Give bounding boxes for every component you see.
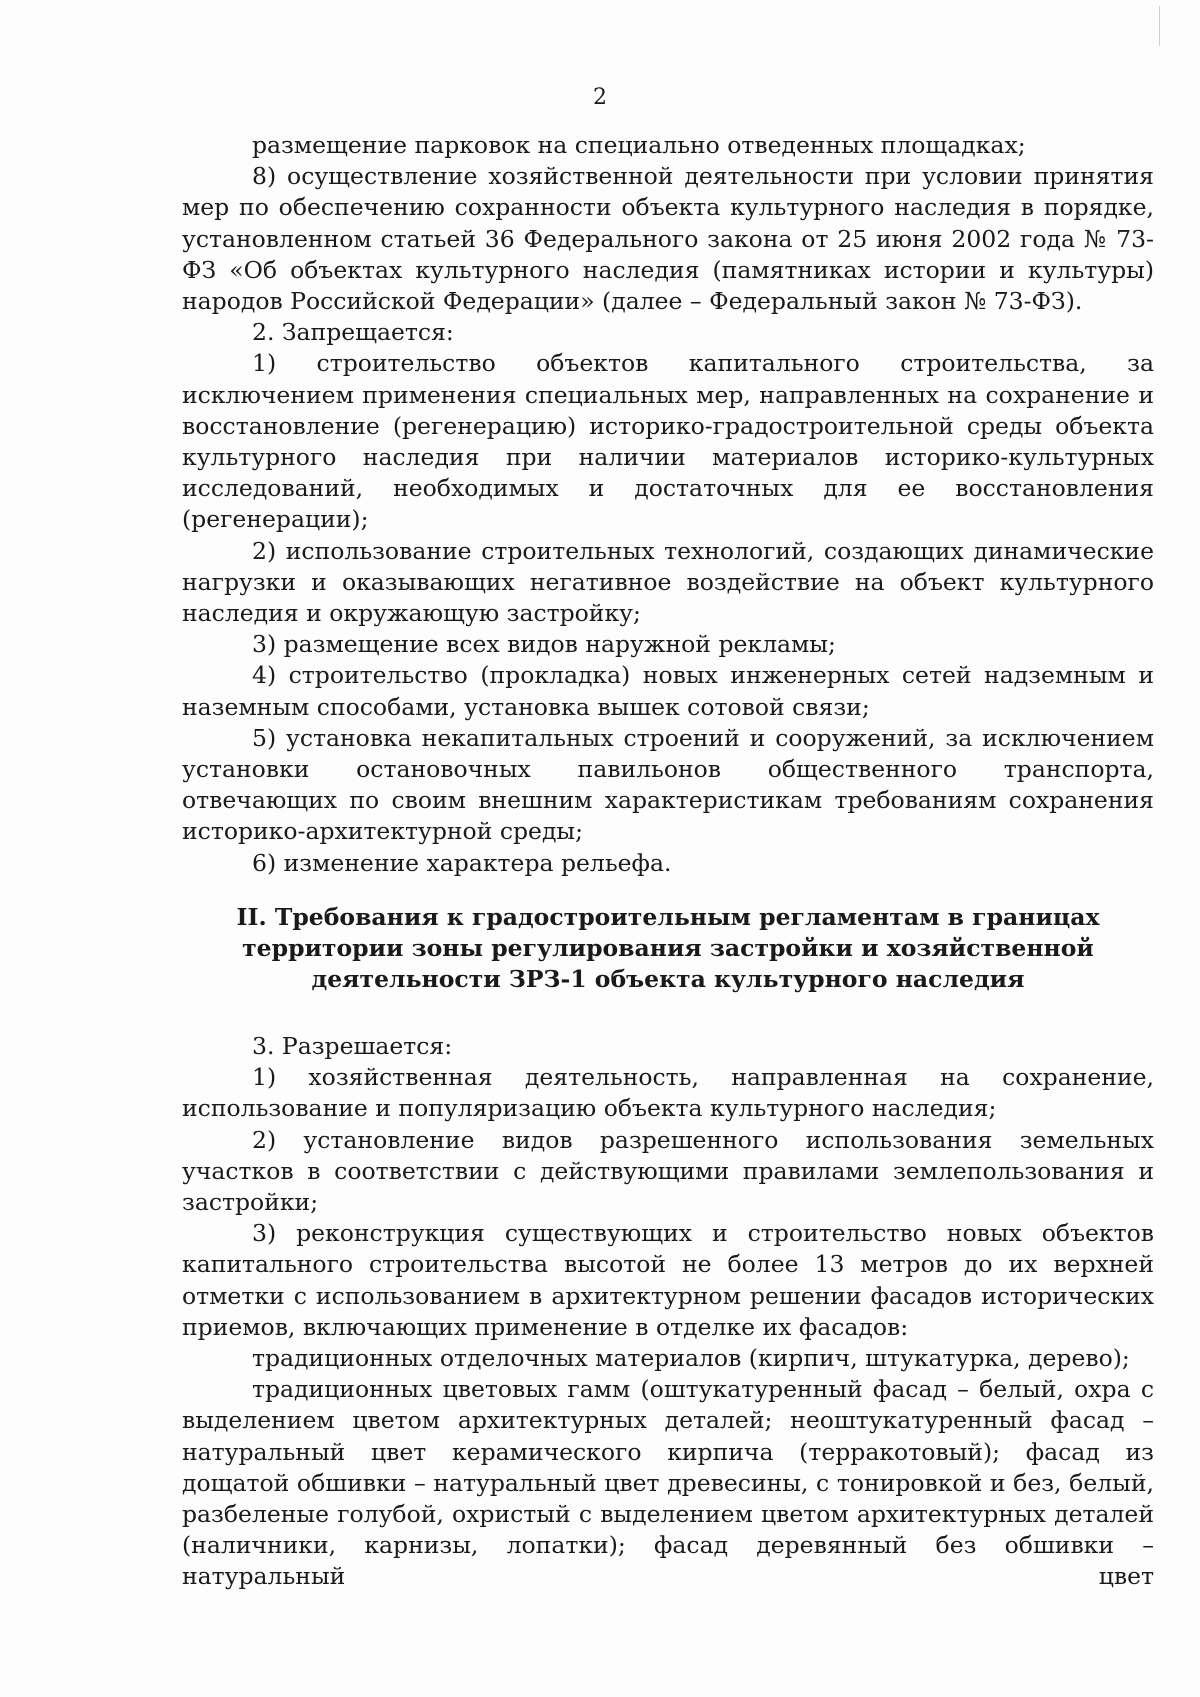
bottom-text-block — [182, 1031, 1154, 1593]
paragraph: 6) изменение характера рельефа. — [252, 848, 672, 877]
paragraph: 4) строительство (прокладка) новых инженерных сетей надземным и наземным способами, установка вышек сотовой связи; — [182, 661, 1154, 721]
paragraph: 3. Разрешается: — [252, 1032, 453, 1060]
top-text-block — [182, 130, 1154, 879]
paragraph: традиционных отделочных материалов (кирпич, штукатурка, дерево); — [252, 1344, 1130, 1373]
paragraph: традиционных цветовых гамм (оштукатуренный фасад – белый, охра с выделением цветом архитектурных деталей; неоштукатуренный фасад – натуральный цвет керамического кирпича (терракотовый); фасад из дощатой обшивки – натуральный цвет древесины, с тонировкой и без, белый, разбеленые голубой, охристый с выделением цветом архитектурных деталей (наличники, карнизы, лопатки); фасад деревянный без обшивки – натуральный цвет — [182, 1375, 1154, 1591]
paragraph: 1) хозяйственная деятельность, направленная на сохранение, использование и популяризацию объекта культурного наследия; — [182, 1063, 1154, 1123]
page-number: 2 — [593, 85, 607, 110]
paragraph: 2) установление видов разрешенного использования земельных участков в соответствии с действующими правилами землепользования и застройки; — [182, 1125, 1154, 1217]
paragraph: 3) размещение всех видов наружной рекламы; — [252, 630, 836, 659]
paragraph: 2) использование строительных технологий, создающих динамические нагрузки и оказывающих негативное воздействие на объект культурного наследия и окружающую застройку; — [182, 536, 1154, 628]
scan-edge-mark — [1159, 6, 1160, 46]
paragraph: 8) осуществление хозяйственной деятельности при условии принятия мер по обеспечению сохранности объекта культурного наследия в порядке, установленном статьей 36 Федерального закона от 25 июня 2002 года № 73-ФЗ «Об объектах культурного наследия (памятниках истории и культуры) народов Российской Федерации» (далее – Федеральный закон № 73-ФЗ). — [182, 162, 1154, 316]
paragraph: размещение парковок на специально отведенных площадках; — [252, 131, 1026, 159]
paragraph: 2. Запрещается: — [252, 318, 454, 347]
section-heading: II. Требования к градостроительным регламентам в границах территории зоны регулирования застройки и хозяйственной деятельности ЗРЗ-1 объекта культурного наследия — [236, 903, 1100, 994]
paragraph: 5) установка некапитальных строений и сооружений, за исключением установки остановочных павильонов общественного транспорта, отвечающих по своим внешним характеристикам требованиям сохранения историко-архитектурной среды; — [182, 723, 1154, 846]
paragraph: 3) реконструкция существующих и строительство новых объектов капитального строительства высотой не более 13 метров до их верхней отметки с использованием в архитектурном решении фасадов исторических приемов, включающих применение в отделке их фасадов: — [182, 1219, 1154, 1341]
paragraph: 1) строительство объектов капитального строительства, за исключением применения специальных мер, направленных на сохранение и восстановление (регенерацию) историко-градостроительной среды объекта культурного наследия при наличии материалов историко-культурных исследований, необходимых и достаточных для ее восстановления (регенерации); — [182, 349, 1154, 534]
